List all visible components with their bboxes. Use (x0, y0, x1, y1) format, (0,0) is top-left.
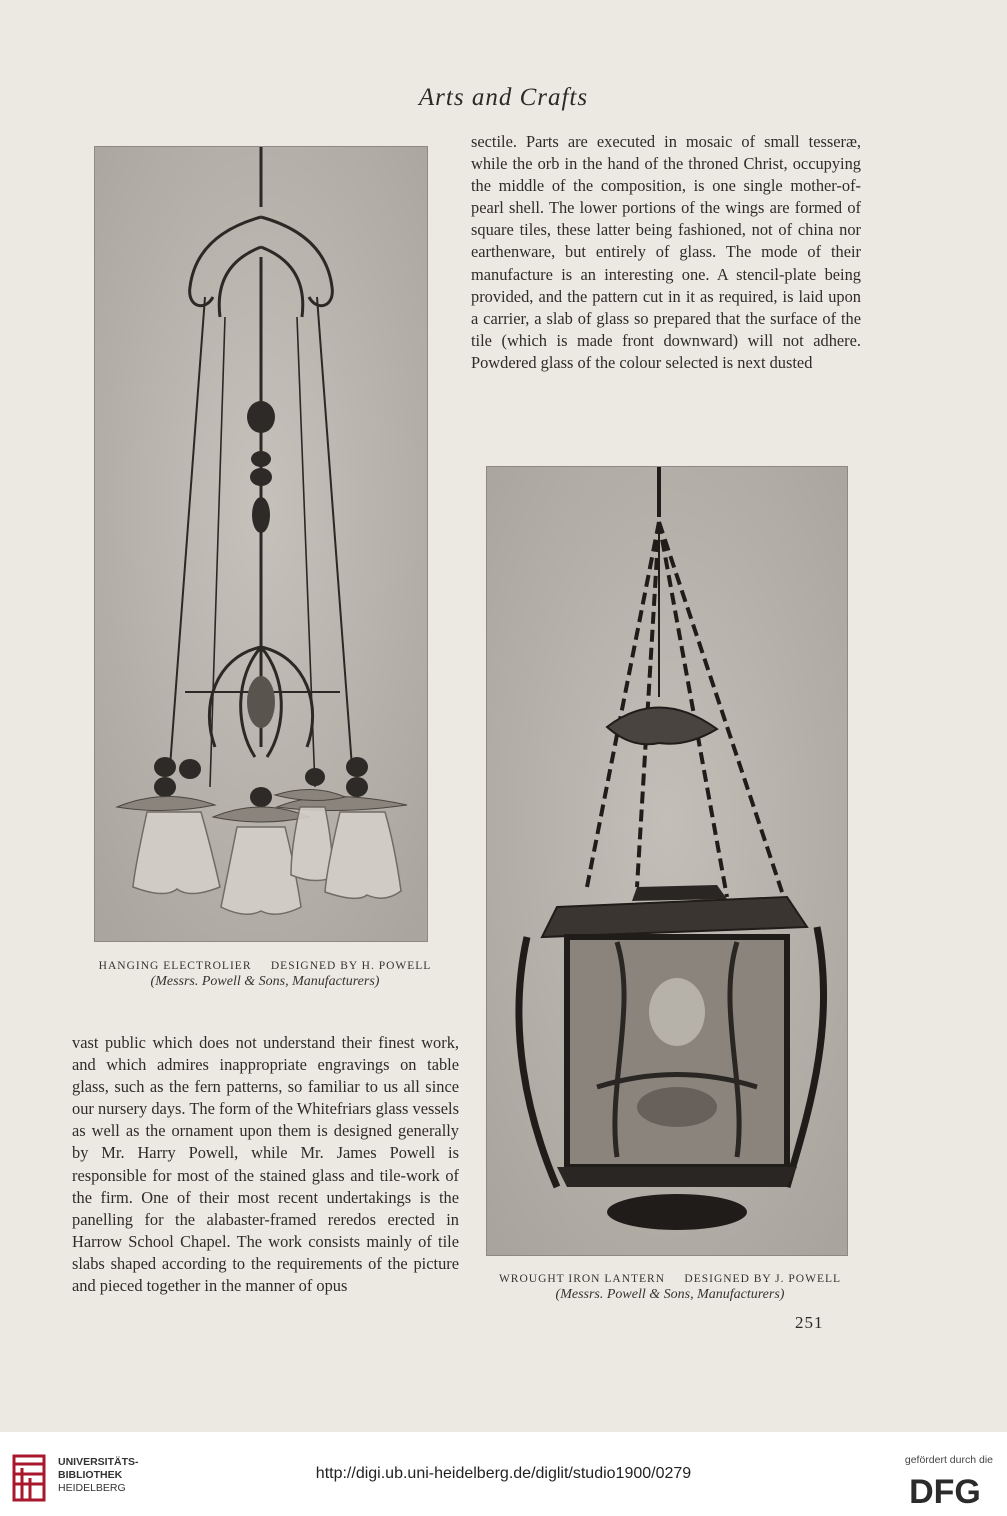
viewer-footer (0, 1432, 1007, 1516)
funded-by-label: gefördert durch die (904, 1454, 993, 1466)
electrolier-caption-title: HANGING ELECTROLIER DESIGNED BY H. POWELL (98, 960, 432, 972)
page-number: 251 (795, 1313, 824, 1332)
permalink-url[interactable]: http://digi.ub.uni-heidelberg.de/diglit/studio1900/0279 (315, 1465, 692, 1482)
lantern-caption-credit: (Messrs. Powell & Sons, Manufacturers) (555, 1287, 785, 1302)
right-column-paragraph: sectile. Parts are executed in mosaic of small tesseræ, while the orb in the hand of the throned Christ, occupying the middle of the composition, is one single mother-of-pearl shell. The lower portions of the wings are formed of square tiles, these latter being fashioned, not of china nor earthenware, but entirely of glass. The mode of their manufacture is an interesting one. A stencil-plate being provided, and the pattern cut in it as required, is laid upon a carrier, a slab of glass so prepared that the surface of the tile (which is made front downward) will not adhere. Powdered glass of the colour selected is next dusted (471, 132, 861, 372)
lantern-caption-title: WROUGHT IRON LANTERN DESIGNED BY J. POWELL (498, 1273, 842, 1285)
left-column-paragraph: vast public which does not understand their finest work, and which admires inappropriate engravings on table glass, such as the fern patterns, so familiar to us all since our nursery days. The form of the Whitefriars glass vessels as well as the ornament upon them is designed generally by Mr. Harry Powell, while Mr. James Powell is responsible for most of the stained glass and tile-work of the firm. One of their most recent undertakings is the panelling for the alabaster-framed reredos erected in Harrow School Chapel. The work consists mainly of tile slabs shaped according to the requirements of the picture and pieced together in the manner of opus (72, 1033, 459, 1296)
running-head: Arts and Crafts (418, 84, 589, 111)
lantern-photo (486, 466, 848, 1256)
lantern-caption (480, 1273, 860, 1303)
library-name-line1: UNIVERSITÄTS- (58, 1456, 139, 1468)
electrolier-caption-credit: (Messrs. Powell & Sons, Manufacturers) (150, 974, 380, 989)
library-name-line3: HEIDELBERG (58, 1482, 126, 1494)
dfg-logo-text: DFG (909, 1473, 981, 1508)
library-name-line2: BIBLIOTHEK (58, 1469, 123, 1481)
dfg-logo-icon (897, 1472, 993, 1508)
electrolier-caption (70, 960, 460, 990)
electrolier-photo (94, 146, 428, 942)
right-column-text (471, 131, 861, 374)
left-column-text (72, 1032, 459, 1297)
